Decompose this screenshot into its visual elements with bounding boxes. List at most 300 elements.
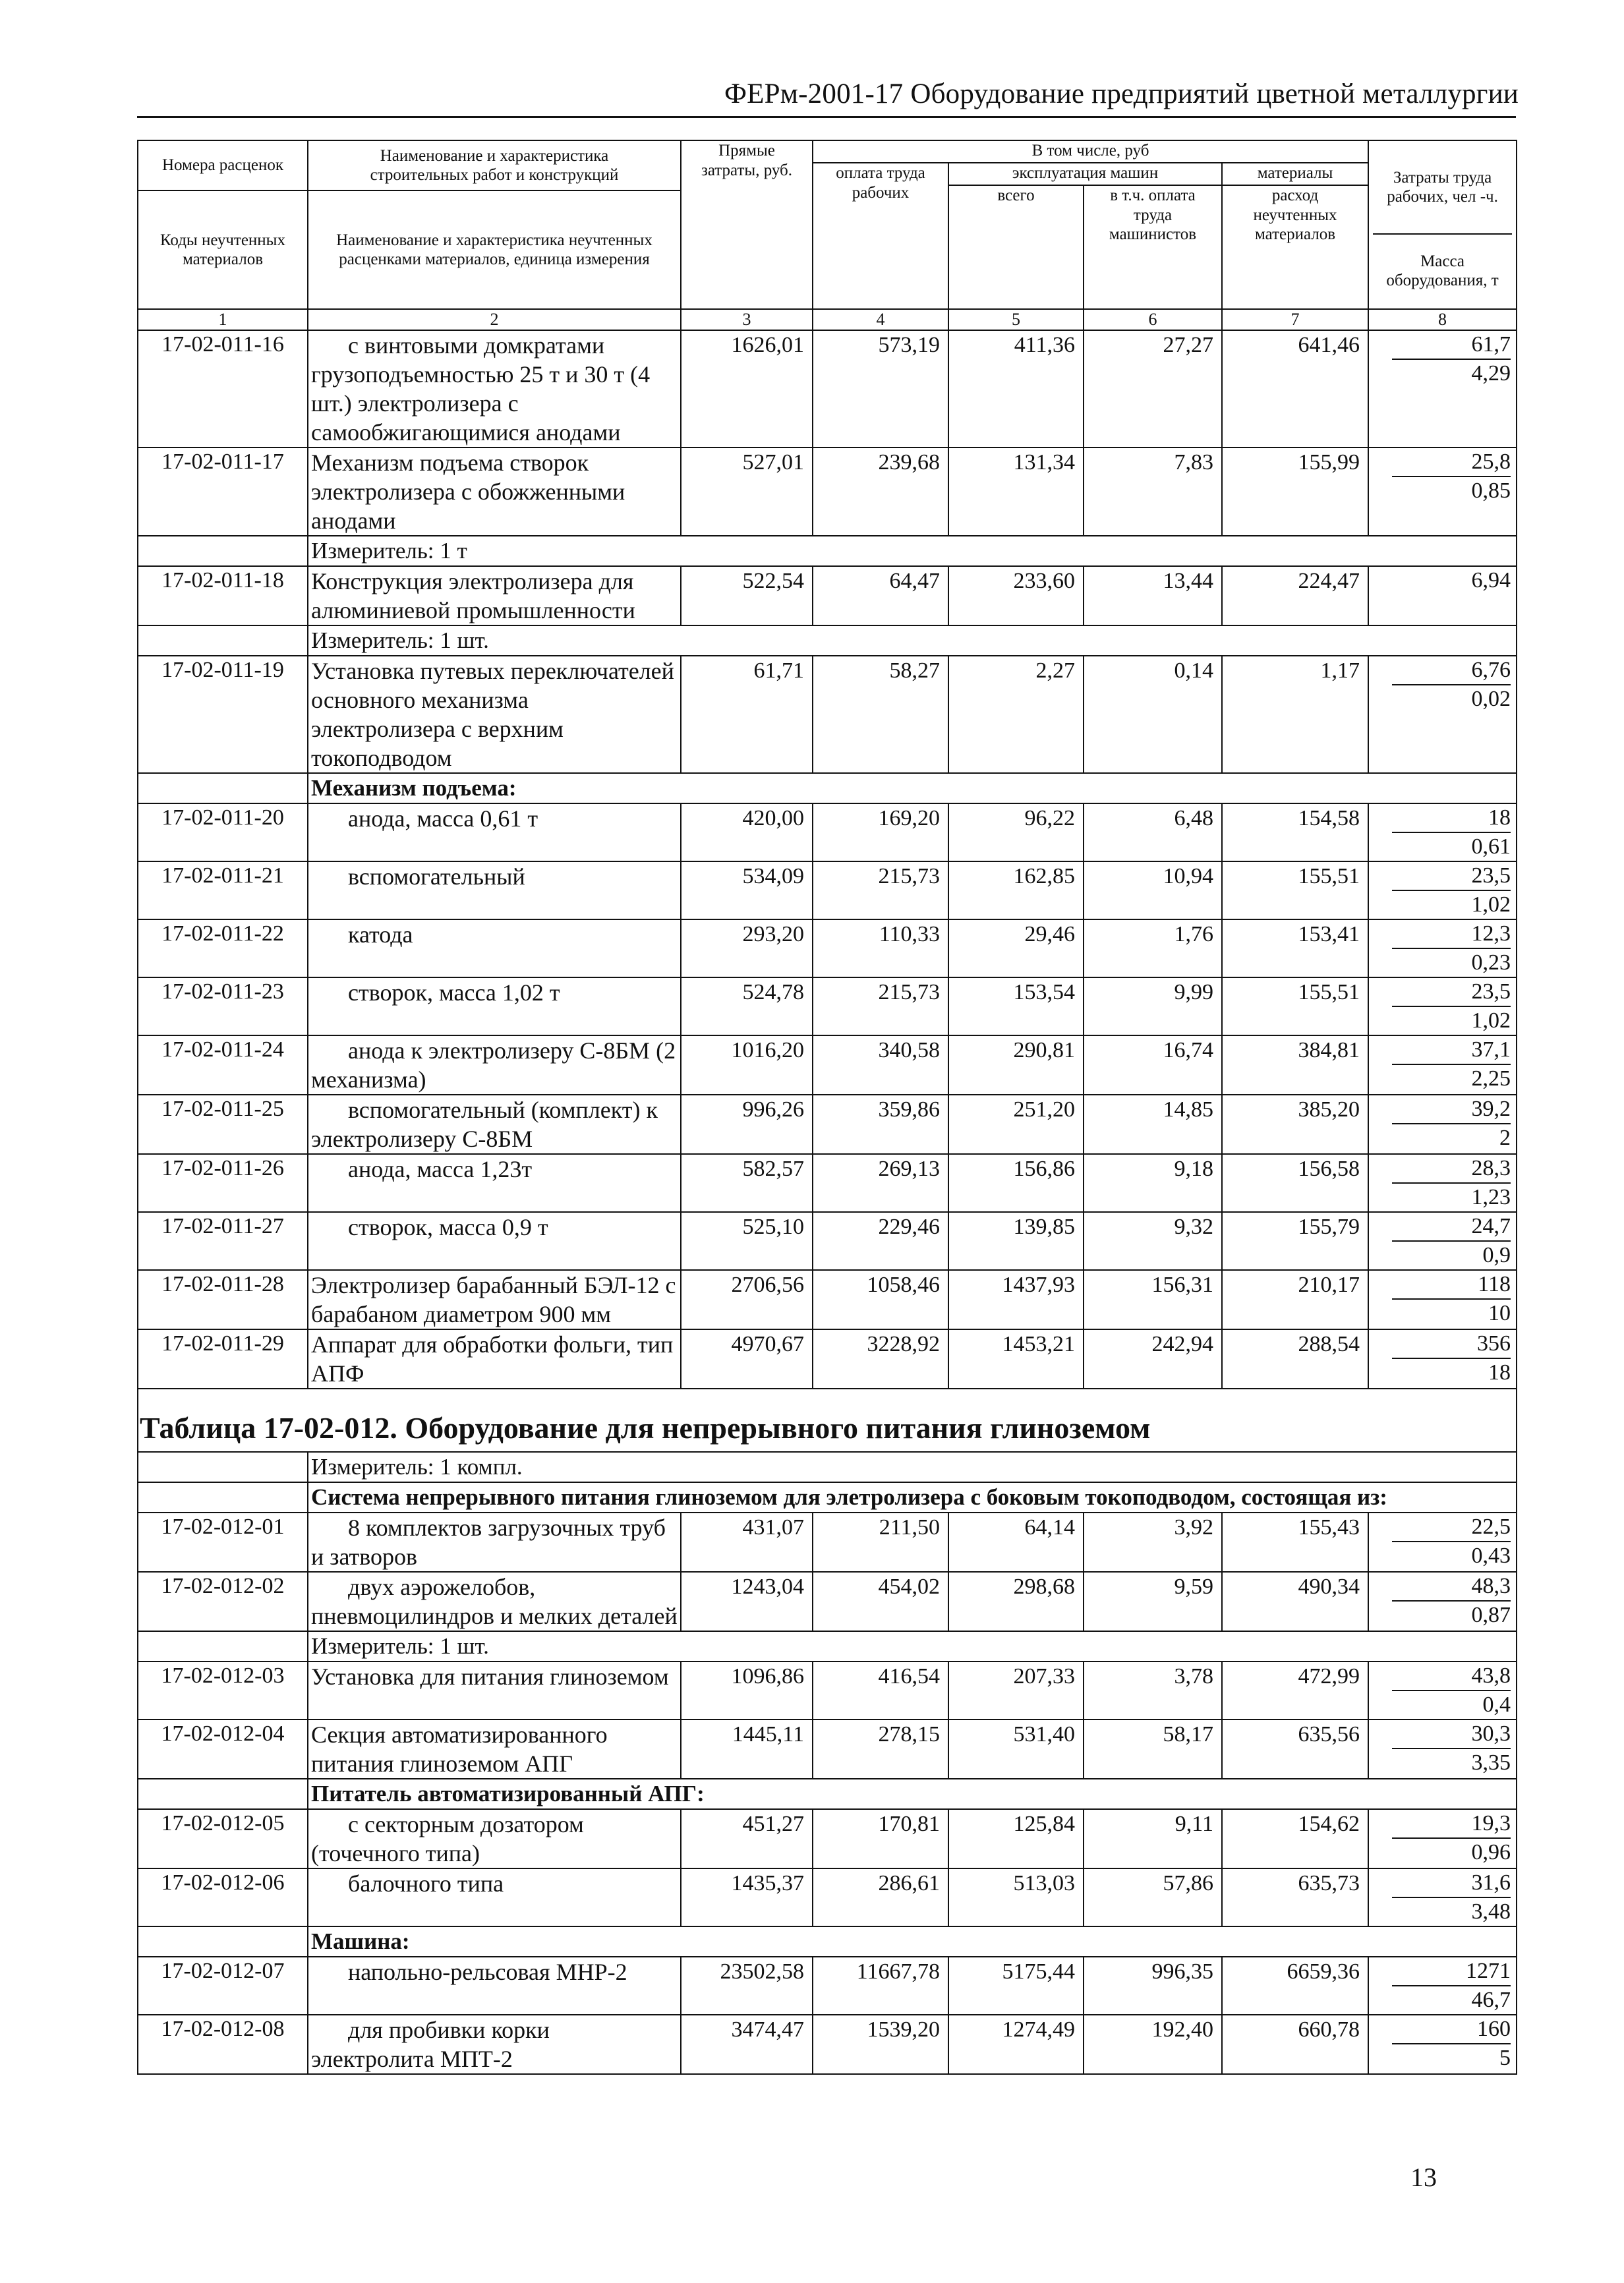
direct-cost: 23502,58: [681, 1957, 813, 2015]
direct-cost: 420,00: [681, 803, 813, 861]
rate-name: Конструкция электролизера для алюминиевой промышленности: [308, 566, 681, 625]
materials-cost: 288,54: [1222, 1329, 1368, 1389]
rate-code: 17-02-011-23: [138, 977, 308, 1035]
section-label-text: Механизм подъема:: [308, 773, 1517, 803]
materials-cost: 154,62: [1222, 1809, 1368, 1868]
materials-cost: 155,99: [1222, 448, 1368, 536]
machinist-pay: 10,94: [1084, 861, 1222, 919]
rate-code: 17-02-012-06: [138, 1868, 308, 1926]
header-rule: [137, 116, 1516, 118]
machines-total: 411,36: [948, 330, 1084, 448]
table-row: [138, 861, 1517, 919]
rate-name: катода: [308, 919, 681, 977]
direct-cost: 1096,86: [681, 1662, 813, 1719]
equipment-mass: 0,85: [1471, 478, 1511, 503]
labor-hours: 61,7: [1392, 331, 1511, 360]
header-labor-top: Затраты труда рабочих, чел -ч.: [1373, 141, 1512, 235]
labor-pay: 215,73: [813, 861, 948, 919]
col-num: 5: [948, 309, 1084, 330]
labor-pay: 573,19: [813, 330, 948, 448]
labor-mass-cell: [1368, 1868, 1517, 1926]
machines-total: 156,86: [948, 1154, 1084, 1212]
machines-total: 513,03: [948, 1868, 1084, 1926]
labor-mass-cell: [1368, 1957, 1517, 2015]
machinist-pay: 27,27: [1084, 330, 1222, 448]
materials-cost: 635,56: [1222, 1719, 1368, 1779]
labor-pay: 58,27: [813, 656, 948, 773]
rate-code: 17-02-011-26: [138, 1154, 308, 1212]
meter-label: [138, 625, 1517, 656]
header-machines-total: всего: [948, 185, 1084, 309]
meter-label-text: Измеритель: 1 компл.: [308, 1452, 1517, 1482]
direct-cost: 525,10: [681, 1212, 813, 1270]
labor-mass-cell: [1368, 330, 1517, 448]
machinist-pay: 0,14: [1084, 656, 1222, 773]
direct-cost: 1445,11: [681, 1719, 813, 1779]
rate-code: 17-02-011-24: [138, 1035, 308, 1095]
materials-cost: 155,51: [1222, 977, 1368, 1035]
direct-cost: 522,54: [681, 566, 813, 625]
rate-name: анода к электролизеру С-8БМ (2 механизма): [308, 1035, 681, 1095]
equipment-mass: 1,23: [1471, 1185, 1511, 1209]
materials-cost: 385,20: [1222, 1095, 1368, 1154]
label-spacer: [138, 1779, 308, 1809]
labor-mass-cell: [1368, 1513, 1517, 1572]
machines-total: 153,54: [948, 977, 1084, 1035]
machinist-pay: 242,94: [1084, 1329, 1222, 1389]
machinist-pay: 6,48: [1084, 803, 1222, 861]
direct-cost: 1243,04: [681, 1572, 813, 1631]
direct-cost: 996,26: [681, 1095, 813, 1154]
labor-pay: 278,15: [813, 1719, 948, 1779]
header-materials: материалы: [1222, 163, 1368, 185]
section-label: [138, 1926, 1517, 1957]
machinist-pay: 3,92: [1084, 1513, 1222, 1572]
rate-name: Установка путевых переключателей основного механизма электролизера с верхним токоподводом: [308, 656, 681, 773]
materials-cost: 155,43: [1222, 1513, 1368, 1572]
labor-mass-cell: [1368, 919, 1517, 977]
direct-cost: 4970,67: [681, 1329, 813, 1389]
header-labor-cell: [1368, 140, 1517, 309]
labor-hours: 25,8: [1392, 448, 1511, 477]
equipment-mass: 46,7: [1471, 1988, 1511, 2012]
labor-pay: 11667,78: [813, 1957, 948, 2015]
machinist-pay: 58,17: [1084, 1719, 1222, 1779]
machinist-pay: 14,85: [1084, 1095, 1222, 1154]
machines-total: 139,85: [948, 1212, 1084, 1270]
label-spacer: [138, 1452, 308, 1482]
labor-hours: 37,1: [1392, 1036, 1511, 1065]
materials-cost: 155,79: [1222, 1212, 1368, 1270]
rate-name: 8 комплектов загрузочных труб и затворов: [308, 1513, 681, 1572]
labor-hours: 48,3: [1392, 1573, 1511, 1602]
rate-code: 17-02-012-01: [138, 1513, 308, 1572]
table-row: [138, 448, 1517, 536]
labor-mass-cell: [1368, 977, 1517, 1035]
machinist-pay: 996,35: [1084, 1957, 1222, 2015]
labor-pay: 229,46: [813, 1212, 948, 1270]
materials-cost: 384,81: [1222, 1035, 1368, 1095]
labor-mass-cell: [1368, 1154, 1517, 1212]
labor-pay: 239,68: [813, 448, 948, 536]
machinist-pay: 7,83: [1084, 448, 1222, 536]
table-row: [138, 1095, 1517, 1154]
materials-cost: 156,58: [1222, 1154, 1368, 1212]
equipment-mass: 5: [1499, 2046, 1511, 2070]
header-incl: В том числе, руб: [813, 140, 1368, 163]
materials-cost: 660,78: [1222, 2015, 1368, 2074]
label-spacer: [138, 1631, 308, 1662]
col-num: 8: [1368, 309, 1517, 330]
rate-name: вспомогательный (комплект) к электролизеру С-8БМ: [308, 1095, 681, 1154]
table-row: [138, 1154, 1517, 1212]
table-title-row: [138, 1405, 1517, 1452]
labor-mass-cell: [1368, 803, 1517, 861]
col-num: 6: [1084, 309, 1222, 330]
machines-total: 233,60: [948, 566, 1084, 625]
rate-code: 17-02-012-08: [138, 2015, 308, 2074]
machines-total: 131,34: [948, 448, 1084, 536]
table-gap: [138, 1389, 1517, 1405]
header-codes-cell: [138, 140, 308, 309]
rate-name: двух аэрожелобов, пневмоцилиндров и мелких деталей: [308, 1572, 681, 1631]
table-row: [138, 1719, 1517, 1779]
labor-hours: 19,3: [1392, 1810, 1511, 1839]
labor-pay: 359,86: [813, 1095, 948, 1154]
running-head: ФЕРм-2001-17 Оборудование предприятий цветной металлургии: [724, 78, 1519, 109]
section-label: [138, 773, 1517, 803]
rate-name: створок, масса 1,02 т: [308, 977, 681, 1035]
labor-mass-cell: [1368, 656, 1517, 773]
header-codes-top: Номера расценок: [138, 141, 307, 191]
section-label: [138, 1482, 1517, 1513]
rate-code: 17-02-011-22: [138, 919, 308, 977]
rates-table: [137, 140, 1517, 2075]
table-row: [138, 330, 1517, 448]
equipment-mass: 0,61: [1471, 834, 1511, 859]
section-label-text: Система непрерывного питания глиноземом для элетролизера с боковым токоподводом, состоящая из:: [308, 1482, 1517, 1513]
table-row: [138, 1662, 1517, 1719]
machinist-pay: 57,86: [1084, 1868, 1222, 1926]
equipment-mass: 18: [1488, 1360, 1511, 1385]
section-label-text: Питатель автоматизированный АПГ:: [308, 1779, 1517, 1809]
rate-name: Электролизер барабанный БЭЛ-12 с барабаном диаметром 900 мм: [308, 1270, 681, 1329]
direct-cost: 1435,37: [681, 1868, 813, 1926]
rate-code: 17-02-011-29: [138, 1329, 308, 1389]
header-row-1: [138, 140, 1517, 163]
rate-name: для пробивки корки электролита МПТ-2: [308, 2015, 681, 2074]
rate-code: 17-02-011-16: [138, 330, 308, 448]
rate-name: анода, масса 1,23т: [308, 1154, 681, 1212]
header-machinist-pay: в т.ч. оплата труда машинистов: [1084, 185, 1222, 309]
machines-total: 1437,93: [948, 1270, 1084, 1329]
machines-total: 64,14: [948, 1513, 1084, 1572]
table-row: [138, 1329, 1517, 1389]
direct-cost: 2706,56: [681, 1270, 813, 1329]
table-row: [138, 977, 1517, 1035]
page-number: 13: [1410, 2162, 1437, 2192]
labor-mass-cell: [1368, 2015, 1517, 2074]
labor-hours: 6,94: [1471, 568, 1511, 592]
labor-pay: 286,61: [813, 1868, 948, 1926]
materials-cost: 635,73: [1222, 1868, 1368, 1926]
labor-hours: 39,2: [1392, 1095, 1511, 1124]
machinist-pay: 13,44: [1084, 566, 1222, 625]
table-title: Таблица 17-02-012. Оборудование для непрерывного питания глиноземом: [138, 1405, 1517, 1452]
labor-pay: 1058,46: [813, 1270, 948, 1329]
labor-mass-cell: [1368, 1035, 1517, 1095]
labor-hours: 22,5: [1392, 1513, 1511, 1542]
meter-label: [138, 1452, 1517, 1482]
direct-cost: 534,09: [681, 861, 813, 919]
rate-name: вспомогательный: [308, 861, 681, 919]
machinist-pay: 3,78: [1084, 1662, 1222, 1719]
equipment-mass: 0,96: [1471, 1840, 1511, 1864]
labor-mass-cell: [1368, 1270, 1517, 1329]
direct-cost: 1016,20: [681, 1035, 813, 1095]
labor-mass-cell: [1368, 1809, 1517, 1868]
meter-label: [138, 536, 1517, 566]
direct-cost: 582,57: [681, 1154, 813, 1212]
table-row: [138, 1572, 1517, 1631]
rate-name: анода, масса 0,61 т: [308, 803, 681, 861]
direct-cost: 527,01: [681, 448, 813, 536]
labor-pay: 454,02: [813, 1572, 948, 1631]
rate-code: 17-02-011-27: [138, 1212, 308, 1270]
labor-hours: 18: [1392, 804, 1511, 833]
rate-code: 17-02-011-17: [138, 448, 308, 536]
rate-code: 17-02-011-19: [138, 656, 308, 773]
section-label-text: Машина:: [308, 1926, 1517, 1957]
labor-hours: 28,3: [1392, 1155, 1511, 1184]
header-materials-sub: расход неучтенных материалов: [1222, 185, 1368, 309]
machines-total: 1274,49: [948, 2015, 1084, 2074]
header-name-bottom: Наименование и характеристика неучтенных расценками материалов, единица измерения: [336, 231, 652, 268]
machines-total: 125,84: [948, 1809, 1084, 1868]
labor-pay: 3228,92: [813, 1329, 948, 1389]
machinist-pay: 9,59: [1084, 1572, 1222, 1631]
machines-total: 207,33: [948, 1662, 1084, 1719]
table-row: [138, 1035, 1517, 1095]
labor-pay: 170,81: [813, 1809, 948, 1868]
table-row: [138, 1270, 1517, 1329]
direct-cost: 1626,01: [681, 330, 813, 448]
rate-code: 17-02-011-21: [138, 861, 308, 919]
equipment-mass: 0,02: [1471, 687, 1511, 711]
equipment-mass: 0,9: [1482, 1243, 1511, 1267]
rate-name: створок, масса 0,9 т: [308, 1212, 681, 1270]
labor-mass-cell: [1368, 1662, 1517, 1719]
direct-cost: 431,07: [681, 1513, 813, 1572]
labor-pay: 110,33: [813, 919, 948, 977]
col-num: 4: [813, 309, 948, 330]
labor-hours: 1271: [1392, 1957, 1511, 1986]
equipment-mass: 3,48: [1471, 1899, 1511, 1924]
table-row: [138, 2015, 1517, 2074]
header-labor-bottom: Масса оборудования, т: [1386, 252, 1499, 289]
labor-pay: 1539,20: [813, 2015, 948, 2074]
rate-name: Секция автоматизированного питания глиноземом АПГ: [308, 1719, 681, 1779]
table-row: [138, 656, 1517, 773]
label-spacer: [138, 1482, 308, 1513]
direct-cost: 3474,47: [681, 2015, 813, 2074]
materials-cost: 155,51: [1222, 861, 1368, 919]
header-name-top: Наименование и характеристика строительных работ и конструкций: [308, 141, 680, 191]
gap-cell: [138, 1389, 1517, 1405]
labor-mass-cell: [1368, 1095, 1517, 1154]
equipment-mass: 1,02: [1471, 1008, 1511, 1033]
table-row: [138, 566, 1517, 625]
materials-cost: 472,99: [1222, 1662, 1368, 1719]
labor-hours: 12,3: [1392, 920, 1511, 949]
section-label: [138, 1779, 1517, 1809]
meter-label: [138, 1631, 1517, 1662]
rate-code: 17-02-012-02: [138, 1572, 308, 1631]
machinist-pay: 16,74: [1084, 1035, 1222, 1095]
machines-total: 290,81: [948, 1035, 1084, 1095]
labor-hours: 118: [1392, 1271, 1511, 1300]
rate-code: 17-02-011-28: [138, 1270, 308, 1329]
materials-cost: 6659,36: [1222, 1957, 1368, 2015]
col-num: 7: [1222, 309, 1368, 330]
direct-cost: 61,71: [681, 656, 813, 773]
rate-code: 17-02-012-03: [138, 1662, 308, 1719]
machinist-pay: 156,31: [1084, 1270, 1222, 1329]
labor-hours: 160: [1392, 2015, 1511, 2044]
rate-name: Аппарат для обработки фольги, тип АПФ: [308, 1329, 681, 1389]
col-num: 3: [681, 309, 813, 330]
machinist-pay: 9,32: [1084, 1212, 1222, 1270]
direct-cost: 293,20: [681, 919, 813, 977]
rate-name: напольно-рельсовая МНР-2: [308, 1957, 681, 2015]
equipment-mass: 2,25: [1471, 1066, 1511, 1091]
table-row: [138, 1809, 1517, 1868]
machines-total: 298,68: [948, 1572, 1084, 1631]
labor-hours: 31,6: [1392, 1869, 1511, 1898]
machinist-pay: 192,40: [1084, 2015, 1222, 2074]
equipment-mass: 1,02: [1471, 892, 1511, 917]
rate-name: Механизм подъема створок электролизера с обожженными анодами: [308, 448, 681, 536]
equipment-mass: 0,87: [1471, 1603, 1511, 1627]
labor-pay: 269,13: [813, 1154, 948, 1212]
materials-cost: 490,34: [1222, 1572, 1368, 1631]
table-row: [138, 919, 1517, 977]
header-labor-pay: оплата труда рабочих: [813, 163, 948, 309]
labor-mass-cell: [1368, 1212, 1517, 1270]
machines-total: 251,20: [948, 1095, 1084, 1154]
labor-pay: 340,58: [813, 1035, 948, 1095]
rate-name: балочного типа: [308, 1868, 681, 1926]
label-spacer: [138, 625, 308, 656]
table-row: [138, 1957, 1517, 2015]
equipment-mass: 3,35: [1471, 1750, 1511, 1775]
header-machines: эксплуатация машин: [948, 163, 1222, 185]
materials-cost: 224,47: [1222, 566, 1368, 625]
labor-hours: 356: [1392, 1330, 1511, 1359]
meter-label-text: Измеритель: 1 т: [308, 536, 1517, 566]
labor-mass-cell: [1368, 1329, 1517, 1389]
materials-cost: 210,17: [1222, 1270, 1368, 1329]
machines-total: 29,46: [948, 919, 1084, 977]
rate-name: с секторным дозатором (точечного типа): [308, 1809, 681, 1868]
table-row: [138, 1868, 1517, 1926]
labor-pay: 169,20: [813, 803, 948, 861]
machines-total: 2,27: [948, 656, 1084, 773]
labor-mass-cell: [1368, 1572, 1517, 1631]
equipment-mass: 4,29: [1471, 361, 1511, 386]
table-row: [138, 1513, 1517, 1572]
rate-code: 17-02-012-04: [138, 1719, 308, 1779]
labor-mass-cell: [1368, 448, 1517, 536]
meter-label-text: Измеритель: 1 шт.: [308, 1631, 1517, 1662]
materials-cost: 154,58: [1222, 803, 1368, 861]
equipment-mass: 10: [1488, 1301, 1511, 1325]
labor-hours: 30,3: [1392, 1720, 1511, 1749]
equipment-mass: 0,43: [1471, 1544, 1511, 1568]
labor-mass-cell: [1368, 861, 1517, 919]
direct-cost: 451,27: [681, 1809, 813, 1868]
rate-code: 17-02-011-18: [138, 566, 308, 625]
rate-code: 17-02-012-05: [138, 1809, 308, 1868]
rate-name: Установка для питания глиноземом: [308, 1662, 681, 1719]
header-direct: Прямые затраты, руб.: [681, 140, 813, 309]
materials-cost: 153,41: [1222, 919, 1368, 977]
labor-hours: 24,7: [1392, 1213, 1511, 1242]
labor-hours: 23,5: [1392, 978, 1511, 1007]
machines-total: 162,85: [948, 861, 1084, 919]
labor-pay: 211,50: [813, 1513, 948, 1572]
col-num: 1: [138, 309, 308, 330]
materials-cost: 641,46: [1222, 330, 1368, 448]
rate-name: с винтовыми домкратами грузоподъемностью 25 т и 30 т (4 шт.) электролизера с самообжигающимися анодами: [308, 330, 681, 448]
column-numbers-row: [138, 309, 1517, 330]
rate-code: 17-02-011-20: [138, 803, 308, 861]
machines-total: 96,22: [948, 803, 1084, 861]
label-spacer: [138, 1926, 308, 1957]
labor-pay: 416,54: [813, 1662, 948, 1719]
rate-code: 17-02-011-25: [138, 1095, 308, 1154]
col-num: 2: [308, 309, 681, 330]
machinist-pay: 9,11: [1084, 1809, 1222, 1868]
labor-pay: 64,47: [813, 566, 948, 625]
label-spacer: [138, 536, 308, 566]
labor-mass-cell: [1368, 566, 1517, 625]
meter-label-text: Измеритель: 1 шт.: [308, 625, 1517, 656]
equipment-mass: 0,4: [1482, 1692, 1511, 1717]
labor-hours: 43,8: [1392, 1662, 1511, 1691]
labor-mass-cell: [1368, 1719, 1517, 1779]
machines-total: 5175,44: [948, 1957, 1084, 2015]
header-name-cell: [308, 140, 681, 309]
rate-code: 17-02-012-07: [138, 1957, 308, 2015]
materials-cost: 1,17: [1222, 656, 1368, 773]
labor-hours: 23,5: [1392, 862, 1511, 891]
direct-cost: 524,78: [681, 977, 813, 1035]
equipment-mass: 2: [1499, 1126, 1511, 1150]
table-row: [138, 803, 1517, 861]
labor-hours: 6,76: [1392, 656, 1511, 685]
labor-pay: 215,73: [813, 977, 948, 1035]
machines-total: 531,40: [948, 1719, 1084, 1779]
machinist-pay: 9,99: [1084, 977, 1222, 1035]
machinist-pay: 9,18: [1084, 1154, 1222, 1212]
label-spacer: [138, 773, 308, 803]
table-row: [138, 1212, 1517, 1270]
header-codes-bottom: Коды неучтенных материалов: [160, 231, 285, 268]
machinist-pay: 1,76: [1084, 919, 1222, 977]
equipment-mass: 0,23: [1471, 950, 1511, 975]
machines-total: 1453,21: [948, 1329, 1084, 1389]
